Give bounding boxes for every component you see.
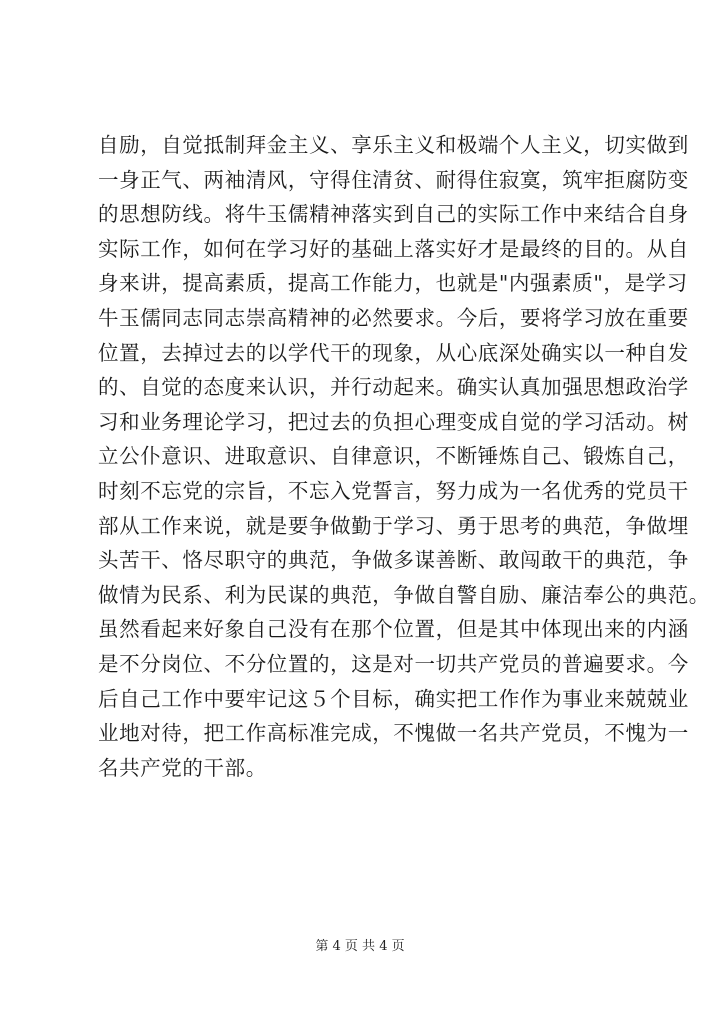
body-text (98, 128, 710, 785)
text-line: 做情为民系、利为民谋的典范，争做自警自励、廉洁奉公的典范。 (98, 582, 710, 607)
text-line: 的、自觉的态度来认识，并行动起来。确实认真加强思想政治学 (98, 375, 689, 400)
text-line: 实际工作，如何在学习好的基础上落实好才是最终的目的。从自 (98, 236, 689, 261)
text-line: 位置，去掉过去的以学代干的现象，从心底深处确实以一种自发 (98, 340, 689, 365)
text-line: 牛玉儒同志同志崇高精神的必然要求。今后，要将学习放在重要 (98, 305, 689, 330)
text-line: 习和业务理论学习，把过去的负担心理变成自觉的学习活动。树 (98, 409, 689, 434)
text-line: 名共产党的干部。 (98, 755, 267, 780)
text-line: 虽然看起来好象自己没有在那个位置，但是其中体现出来的内涵 (98, 617, 689, 642)
text-line: 头苦干、恪尽职守的典范，争做多谋善断、敢闯敢干的典范，争 (98, 548, 689, 573)
text-line: 业地对待，把工作高标准完成，不愧做一名共产党员，不愧为一 (98, 721, 689, 746)
text-line: 身来讲，提高素质，提高工作能力，也就是"内强素质"，是学习 (98, 271, 688, 296)
text-line: 后自己工作中要牢记这５个目标，确实把工作作为事业来兢兢业 (98, 686, 689, 711)
text-line: 是不分岗位、不分位置的，这是对一切共产党员的普遍要求。今 (98, 651, 689, 676)
text-line: 立公仆意识、进取意识、自律意识，不断锤炼自己、锻炼自己， (98, 444, 689, 469)
text-line: 一身正气、两袖清风，守得住清贫、耐得住寂寞，筑牢拒腐防变 (98, 167, 689, 192)
text-line: 时刻不忘党的宗旨，不忘入党誓言，努力成为一名优秀的党员干 (98, 478, 689, 503)
text-line: 部从工作来说，就是要争做勤于学习、勇于思考的典范，争做埋 (98, 513, 689, 538)
text-line: 自励，自觉抵制拜金主义、享乐主义和极端个人主义，切实做到 (98, 133, 689, 157)
text-line: 的思想防线。将牛玉儒精神落实到自己的实际工作中来结合自身 (98, 202, 689, 227)
page-number-footer: 第 4 页 共 4 页 (315, 939, 405, 954)
